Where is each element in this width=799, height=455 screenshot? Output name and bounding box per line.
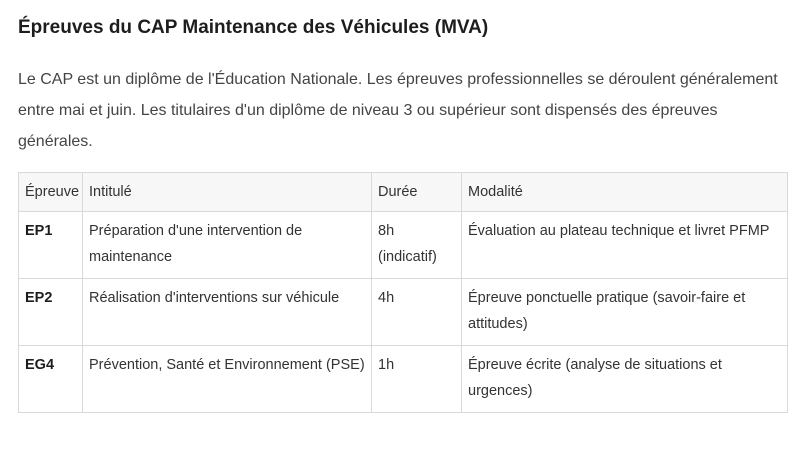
exams-table	[18, 172, 788, 413]
header-epreuve: Épreuve	[19, 173, 83, 212]
cell-duree: 4h	[372, 279, 462, 346]
cell-duree: 1h	[372, 346, 462, 413]
header-duree: Durée	[372, 173, 462, 212]
cell-intitule: Préparation d'une intervention de maintenance	[83, 212, 372, 279]
section-title: Épreuves du CAP Maintenance des Véhicules (MVA)	[18, 17, 489, 38]
header-intitule: Intitulé	[83, 173, 372, 212]
cell-epreuve: EP1	[19, 212, 83, 279]
cell-duree: 8h (indicatif)	[372, 212, 462, 279]
header-row	[19, 173, 788, 212]
cell-intitule: Prévention, Santé et Environnement (PSE)	[83, 346, 372, 413]
table-row	[19, 279, 788, 346]
cell-epreuve: EP2	[19, 279, 83, 346]
cell-modalite: Épreuve ponctuelle pratique (savoir-faire et attitudes)	[462, 279, 788, 346]
cell-intitule: Réalisation d'interventions sur véhicule	[83, 279, 372, 346]
article-section	[18, 14, 788, 413]
cell-modalite: Évaluation au plateau technique et livret PFMP	[462, 212, 788, 279]
header-modalite: Modalité	[462, 173, 788, 212]
cell-epreuve: EG4	[19, 346, 83, 413]
cell-modalite: Épreuve écrite (analyse de situations et urgences)	[462, 346, 788, 413]
table-header	[19, 173, 788, 212]
table-body	[19, 212, 788, 413]
table-row	[19, 212, 788, 279]
intro-paragraph: Le CAP est un diplôme de l'Éducation Nationale. Les épreuves professionnelles se déroulent généralement entre mai et juin. Les titulaires d'un diplôme de niveau 3 ou supérieur sont dispensés des épreuves générales.	[18, 71, 778, 150]
table-row	[19, 346, 788, 413]
